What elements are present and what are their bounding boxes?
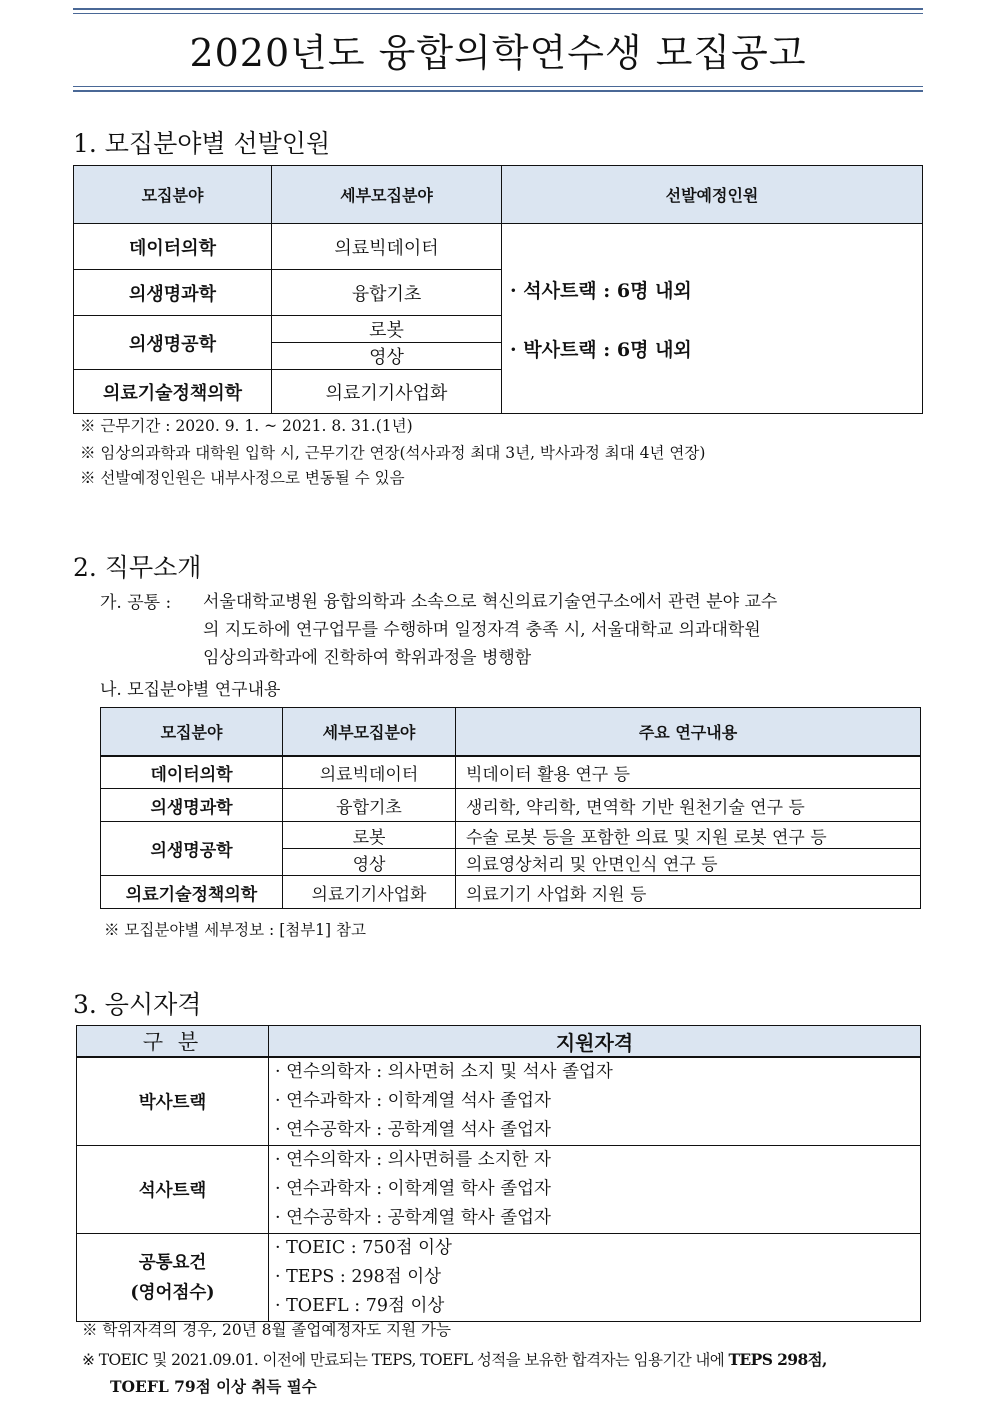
field-cell: 데이터의학 [74,224,272,270]
category-cell: 석사트랙 [77,1146,269,1234]
qualification-item: · 연수과학자 : 이학계열 학사 졸업자 [275,1179,551,1199]
common-label: 가. 공통 : [100,593,172,613]
field-cell: 데이터의학 [101,756,283,789]
research-cell: 빅데이터 활용 연구 등 [456,756,921,789]
bottom-rule-2 [73,90,923,92]
subfield-cell: 영상 [283,849,456,876]
section1-note: ※ 선발예정인원은 내부사정으로 변동될 수 있음 [80,469,405,487]
header-qualification: 지원자격 [269,1026,921,1058]
research-cell: 수술 로봇 등을 포함한 의료 및 지원 로봇 연구 등 [456,822,921,849]
research-subheading: 나. 모집분야별 연구내용 [100,680,281,700]
category-sublabel: (영어점수) [130,1282,215,1303]
header-research: 주요 연구내용 [456,708,921,756]
qualification-item: · TOEFL : 79점 이상 [275,1296,445,1316]
section1-note: ※ 임상의과학과 대학원 입학 시, 근무기간 연장(석사과정 최대 3년, 박사과정 최대 4년 연장) [80,444,706,462]
subfield-cell: 의료기기사업화 [283,876,456,909]
field-cell: 의생명과학 [101,789,283,822]
qualification-item: · 연수과학자 : 이학계열 석사 졸업자 [275,1091,551,1111]
section1-heading: 1. 모집분야별 선발인원 [73,129,331,158]
quota-doctor: · 박사트랙 : 6명 내외 [510,338,692,361]
common-line: 서울대학교병원 융합의학과 소속으로 혁신의료기술연구소에서 관련 분야 교수 [203,592,778,612]
page-title: 2020년도 융합의학연수생 모집공고 [189,31,807,75]
field-cell: 의생명공학 [74,316,272,370]
qualification-cell [269,1234,921,1322]
subfield-cell: 융합기초 [272,270,502,316]
section3-note: ※ 학위자격의 경우, 20년 8월 졸업예정자도 지원 가능 [82,1321,451,1339]
header-field: 모집분야 [74,166,272,224]
qualification-cell [269,1146,921,1234]
section2-table [100,707,921,909]
header-quota: 선발예정인원 [502,166,923,224]
qualification-item: · 연수공학자 : 공학계열 학사 졸업자 [275,1208,551,1228]
subfield-cell: 로봇 [283,822,456,849]
qualification-item: · TEPS : 298점 이상 [275,1267,442,1287]
header-field: 모집분야 [101,708,283,756]
header-category: 구 분 [77,1026,269,1058]
subfield-cell: 의료빅데이터 [272,224,502,270]
common-line: 임상의과학과에 진학하여 학위과정을 병행함 [203,648,532,668]
quota-cell [502,224,923,414]
qualification-item: · TOEIC : 750점 이상 [275,1238,452,1258]
header-subfield: 세부모집분야 [272,166,502,224]
research-cell: 생리학, 약리학, 면역학 기반 원천기술 연구 등 [456,789,921,822]
field-cell: 의생명과학 [74,270,272,316]
subfield-cell: 로봇 [272,316,502,343]
research-cell: 의료영상처리 및 안면인식 연구 등 [456,849,921,876]
section2-note: ※ 모집분야별 세부정보 : [첨부1] 참고 [104,921,366,939]
subfield-cell: 영상 [272,343,502,370]
field-cell: 의료기술정책의학 [101,876,283,909]
qualification-item: · 연수의학자 : 의사면허 소지 및 석사 졸업자 [275,1062,613,1082]
subfield-cell: 의료빅데이터 [283,756,456,789]
field-cell: 의생명공학 [101,822,283,876]
subfield-cell: 융합기초 [283,789,456,822]
section1-note: ※ 근무기간 : 2020. 9. 1. ~ 2021. 8. 31.(1년) [80,417,413,435]
bottom-rule-1 [73,86,923,87]
common-description [203,588,925,672]
category-cell: 박사트랙 [77,1057,269,1146]
subfield-cell: 의료기기사업화 [272,370,502,414]
qualification-item: · 연수의학자 : 의사면허를 소지한 자 [275,1150,551,1170]
note-emphasis: TEPS 298점, [728,1350,827,1369]
top-rule-1 [73,8,923,10]
top-rule-2 [73,13,923,14]
section3-table [76,1025,921,1322]
qualification-cell [269,1057,921,1146]
qualification-item: · 연수공학자 : 공학계열 석사 졸업자 [275,1120,551,1140]
section1-table [73,165,923,414]
common-line: 의 지도하에 연구업무를 수행하며 일정자격 충족 시, 서울대학교 의과대학원 [203,620,761,640]
quota-master: · 석사트랙 : 6명 내외 [510,279,692,302]
category-cell [77,1234,269,1322]
section2-heading: 2. 직무소개 [73,553,202,582]
section3-note [82,1348,942,1370]
research-cell: 의료기기 사업화 지원 등 [456,876,921,909]
header-subfield: 세부모집분야 [283,708,456,756]
note-text: ※ TOEIC 및 2021.09.01. 이전에 만료되는 TEPS, TOEFL 성적을 보유한 합격자는 임용기간 내에 [82,1351,729,1369]
section3-note-emphasis: TOEFL 79점 이상 취득 필수 [110,1377,317,1396]
section3-heading: 3. 응시자격 [73,990,202,1019]
category-label: 공통요건 [138,1252,207,1273]
field-cell: 의료기술정책의학 [74,370,272,414]
